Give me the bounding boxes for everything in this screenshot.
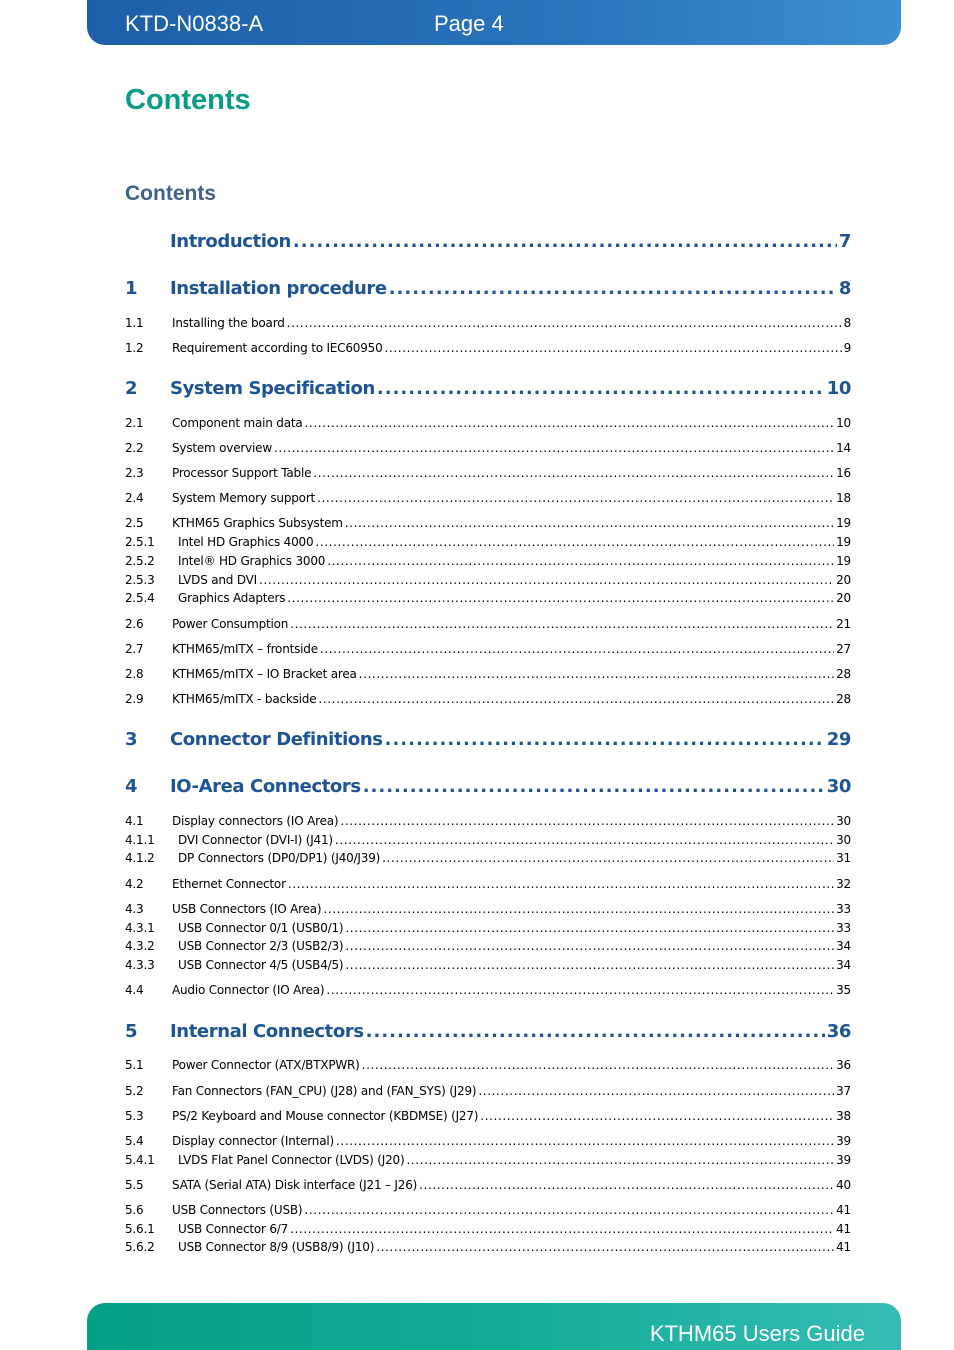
- toc-entry-page: 21: [836, 617, 851, 631]
- toc-entry[interactable]: [125, 833, 851, 847]
- toc-entry-leader: [327, 554, 834, 568]
- toc-entry-number: 2.8: [125, 667, 144, 681]
- toc-entry-title: Installing the board: [172, 316, 285, 330]
- toc-entry-page: 39: [836, 1134, 851, 1148]
- toc-entry-leader: [320, 642, 834, 656]
- toc-entry[interactable]: [125, 491, 851, 505]
- toc-entry-number: 4: [125, 776, 138, 797]
- toc-entry-number: 3: [125, 729, 138, 750]
- toc-entry-number: 2.5.1: [125, 535, 155, 549]
- toc-entry-page: 30: [826, 776, 851, 797]
- toc-entry-number: 5.6.1: [125, 1222, 155, 1236]
- toc-entry-number: 5.6: [125, 1203, 144, 1217]
- toc-entry-leader: [406, 1153, 834, 1167]
- toc-entry-page: 30: [836, 814, 851, 828]
- toc-entry-number: 4.4: [125, 983, 144, 997]
- toc-entry[interactable]: [125, 667, 851, 681]
- toc-entry-leader: [345, 516, 834, 530]
- toc-entry-page: 36: [836, 1058, 851, 1072]
- toc-entry-leader: [340, 814, 834, 828]
- toc-entry[interactable]: [125, 1109, 851, 1123]
- toc-entry-leader: [317, 491, 834, 505]
- toc-entry-page: 41: [836, 1222, 851, 1236]
- toc-entry[interactable]: [125, 877, 851, 891]
- toc-entry-title: KTHM65/mITX – frontside: [172, 642, 318, 656]
- toc-entry-page: 7: [838, 231, 851, 252]
- toc-entry-number: 5.4.1: [125, 1153, 155, 1167]
- toc-entry[interactable]: [125, 729, 851, 750]
- toc-entry-number: 2: [125, 378, 138, 399]
- toc-entry-number: 2.4: [125, 491, 144, 505]
- toc-entry-number: 2.5.3: [125, 573, 155, 587]
- toc-entry[interactable]: [125, 1021, 851, 1042]
- toc-entry-number: 5.3: [125, 1109, 144, 1123]
- toc-entry-page: 35: [836, 983, 851, 997]
- toc-entry-leader: [274, 441, 834, 455]
- toc-entry-title: Power Connector (ATX/BTXPWR): [172, 1058, 360, 1072]
- toc-entry[interactable]: [125, 1134, 851, 1148]
- header-banner: [87, 0, 901, 45]
- toc-entry-page: 36: [826, 1021, 851, 1042]
- toc-entry-leader: [366, 1021, 825, 1042]
- toc-entry-title: Installation procedure: [170, 278, 387, 299]
- toc-entry-title: Connector Definitions: [170, 729, 383, 750]
- toc-entry-page: 18: [836, 491, 851, 505]
- guide-title: KTHM65 Users Guide: [649, 1321, 865, 1346]
- toc-entry-leader: [359, 667, 834, 681]
- toc-entry-page: 8: [838, 278, 851, 299]
- toc-entry-leader: [305, 416, 835, 430]
- toc-entry-leader: [259, 573, 834, 587]
- toc-entry-page: 32: [836, 877, 851, 891]
- toc-entry-leader: [389, 278, 837, 299]
- toc-entry-title: Internal Connectors: [170, 1021, 364, 1042]
- toc-entry[interactable]: [125, 441, 851, 455]
- toc-entry-title: Processor Support Table: [172, 466, 312, 480]
- toc-entry[interactable]: [125, 851, 851, 865]
- toc-entry-title: Introduction: [170, 231, 291, 252]
- toc-entry-number: 4.1.2: [125, 851, 155, 865]
- toc-entry-title: USB Connector 2/3 (USB2/3): [178, 939, 344, 953]
- toc-entry[interactable]: [125, 617, 851, 631]
- toc-entry-title: Power Consumption: [172, 617, 289, 631]
- toc-entry[interactable]: [125, 516, 851, 530]
- toc-entry[interactable]: [125, 902, 851, 916]
- footer-banner: [87, 1303, 901, 1350]
- toc-entry[interactable]: [125, 1058, 851, 1072]
- toc-entry-title: USB Connector 4/5 (USB4/5): [178, 958, 344, 972]
- toc-entry-page: 34: [836, 958, 851, 972]
- toc-entry-title: IO-Area Connectors: [170, 776, 361, 797]
- toc-entry-number: 4.3: [125, 902, 144, 916]
- page-title: Contents: [125, 84, 251, 116]
- toc-entry-title: Intel® HD Graphics 3000: [178, 554, 326, 568]
- toc-entry-number: 1: [125, 278, 138, 299]
- toc-entry-title: DP Connectors (DP0/DP1) (J40/J39): [178, 851, 381, 865]
- toc-entry-page: 29: [826, 729, 851, 750]
- toc-entry-title: Fan Connectors (FAN_CPU) (J28) and (FAN_SYS) (J29): [172, 1084, 477, 1098]
- toc-entry-leader: [377, 378, 825, 399]
- toc-entry-page: 9: [843, 341, 851, 355]
- toc-entry-page: 27: [836, 642, 851, 656]
- toc-entry-title: USB Connector 8/9 (USB8/9) (J10): [178, 1240, 375, 1254]
- toc-entry-leader: [315, 535, 834, 549]
- toc-entry[interactable]: [125, 278, 851, 299]
- toc-entry-title: USB Connectors (USB): [172, 1203, 303, 1217]
- toc-entry-leader: [419, 1178, 834, 1192]
- toc-entry[interactable]: [125, 316, 851, 330]
- toc-entry-title: System Memory support: [172, 491, 316, 505]
- toc-entry-page: 19: [836, 554, 851, 568]
- toc-entry-leader: [287, 591, 834, 605]
- toc-entry[interactable]: [125, 1178, 851, 1192]
- toc-entry-leader: [345, 939, 834, 953]
- toc-entry-leader: [480, 1109, 834, 1123]
- toc-entry-title: KTHM65/mITX – IO Bracket area: [172, 667, 357, 681]
- toc-entry-title: USB Connectors (IO Area): [172, 902, 322, 916]
- toc-entry[interactable]: [125, 535, 851, 549]
- toc-entry-number: 4.1: [125, 814, 144, 828]
- toc-entry-leader: [335, 833, 834, 847]
- toc-entry-page: 41: [836, 1240, 851, 1254]
- toc-entry-title: Display connectors (IO Area): [172, 814, 339, 828]
- toc-entry-title: Requirement according to IEC60950: [172, 341, 383, 355]
- toc-entry[interactable]: [125, 591, 851, 605]
- toc-entry-number: 2.7: [125, 642, 144, 656]
- toc-entry-page: 33: [836, 902, 851, 916]
- toc-entry-leader: [313, 466, 834, 480]
- toc-entry-leader: [382, 851, 834, 865]
- toc-entry-page: 16: [836, 466, 851, 480]
- toc-entry-title: KTHM65/mITX - backside: [172, 692, 317, 706]
- toc-entry[interactable]: [125, 983, 851, 997]
- toc-entry-page: 33: [836, 921, 851, 935]
- toc-entry[interactable]: [125, 958, 851, 972]
- toc-entry-leader: [345, 921, 834, 935]
- toc-entry-title: Component main data: [172, 416, 303, 430]
- toc-entry-title: Intel HD Graphics 4000: [178, 535, 314, 549]
- toc-entry-leader: [363, 776, 825, 797]
- toc-entry[interactable]: [125, 466, 851, 480]
- toc-entry-leader: [290, 1222, 834, 1236]
- toc-entry[interactable]: [125, 921, 851, 935]
- toc-entry-leader: [478, 1084, 834, 1098]
- page-number: Page 4: [434, 11, 504, 36]
- toc-entry-page: 10: [836, 416, 851, 430]
- toc-entry-title: KTHM65 Graphics Subsystem: [172, 516, 343, 530]
- toc-entry-leader: [304, 1203, 834, 1217]
- toc-entry-number: 1.1: [125, 316, 144, 330]
- toc-entry-title: SATA (Serial ATA) Disk interface (J21 – J26): [172, 1178, 418, 1192]
- toc-entry-page: 31: [836, 851, 851, 865]
- toc-entry-title: Ethernet Connector: [172, 877, 286, 891]
- toc-entry-number: 5.1: [125, 1058, 144, 1072]
- toc-entry-leader: [345, 958, 834, 972]
- toc-entry[interactable]: [125, 692, 851, 706]
- toc-entry-leader: [326, 983, 834, 997]
- toc-entry-page: 37: [836, 1084, 851, 1098]
- toc-entry[interactable]: [125, 1203, 851, 1217]
- toc-entry-title: Audio Connector (IO Area): [172, 983, 325, 997]
- toc-entry-page: 39: [836, 1153, 851, 1167]
- toc-entry-page: 19: [836, 535, 851, 549]
- toc-entry-number: 5.5: [125, 1178, 144, 1192]
- toc-entry-page: 28: [836, 692, 851, 706]
- toc-entry-leader: [290, 617, 834, 631]
- toc-entry[interactable]: [125, 1153, 851, 1167]
- toc-entry-title: System Specification: [170, 378, 375, 399]
- toc-entry-title: USB Connector 0/1 (USB0/1): [178, 921, 344, 935]
- toc-entry-number: 2.9: [125, 692, 144, 706]
- toc-entry-page: 41: [836, 1203, 851, 1217]
- toc-entry-page: 40: [836, 1178, 851, 1192]
- toc-entry-title: LVDS and DVI: [178, 573, 258, 587]
- toc-entry-number: 5.4: [125, 1134, 144, 1148]
- toc-entry[interactable]: [125, 416, 851, 430]
- toc-entry-page: 8: [843, 316, 851, 330]
- toc-entry[interactable]: [125, 573, 851, 587]
- toc-entry[interactable]: [125, 341, 851, 355]
- toc-entry-title: LVDS Flat Panel Connector (LVDS) (J20): [178, 1153, 405, 1167]
- toc-entry[interactable]: [125, 776, 851, 797]
- toc-entry-number: 4.1.1: [125, 833, 155, 847]
- toc-entry[interactable]: [125, 1084, 851, 1098]
- toc-entry-title: System overview: [172, 441, 272, 455]
- toc-entry-leader: [293, 231, 837, 252]
- toc-entry-title: USB Connector 6/7: [178, 1222, 289, 1236]
- toc-entry-page: 38: [836, 1109, 851, 1123]
- toc-entry-number: 5: [125, 1021, 138, 1042]
- toc-entry-number: 2.6: [125, 617, 144, 631]
- toc-entry-leader: [288, 877, 834, 891]
- toc-entry-title: PS/2 Keyboard and Mouse connector (KBDMSE) (J27): [172, 1109, 479, 1123]
- toc-entry-number: 2.2: [125, 441, 144, 455]
- toc-entry[interactable]: [125, 1222, 851, 1236]
- toc-entry-title: Display connector (Internal): [172, 1134, 334, 1148]
- document-id: KTD-N0838-A: [125, 11, 264, 36]
- toc-entry[interactable]: [125, 939, 851, 953]
- toc-entry-number: 2.5.4: [125, 591, 155, 605]
- toc-entry-leader: [385, 729, 825, 750]
- toc-entry-number: 4.3.1: [125, 921, 155, 935]
- toc-title: Contents: [125, 182, 216, 205]
- toc-entry[interactable]: [125, 378, 851, 399]
- toc-entry-number: 2.1: [125, 416, 144, 430]
- toc-entry-page: 10: [826, 378, 851, 399]
- toc-entry-title: DVI Connector (DVI-I) (J41): [178, 833, 333, 847]
- toc-entry-leader: [323, 902, 834, 916]
- toc-entry-leader: [287, 316, 842, 330]
- toc-entry-page: 20: [836, 573, 851, 587]
- toc-entry-number: 1.2: [125, 341, 144, 355]
- toc-entry-number: 4.3.3: [125, 958, 155, 972]
- toc-entry-leader: [318, 692, 834, 706]
- toc-entry-title: Graphics Adapters: [178, 591, 286, 605]
- toc-entry-number: 2.5.2: [125, 554, 155, 568]
- toc-entry-number: 4.3.2: [125, 939, 155, 953]
- toc-entry-number: 2.5: [125, 516, 144, 530]
- toc-entry-page: 14: [836, 441, 851, 455]
- toc-entry-leader: [362, 1058, 834, 1072]
- toc-entry-number: 5.6.2: [125, 1240, 155, 1254]
- toc-entry-page: 30: [836, 833, 851, 847]
- toc-entry-page: 28: [836, 667, 851, 681]
- toc-entry[interactable]: [125, 231, 851, 252]
- toc-entry-number: 5.2: [125, 1084, 144, 1098]
- toc-entry[interactable]: [125, 554, 851, 568]
- toc-entry-number: 4.2: [125, 877, 144, 891]
- toc-entry-page: 19: [836, 516, 851, 530]
- toc-entry-number: 2.3: [125, 466, 144, 480]
- toc-entry[interactable]: [125, 814, 851, 828]
- toc-entry-leader: [336, 1134, 834, 1148]
- toc-entry-page: 20: [836, 591, 851, 605]
- toc-entry[interactable]: [125, 1240, 851, 1254]
- toc-entry-page: 34: [836, 939, 851, 953]
- toc-entry[interactable]: [125, 642, 851, 656]
- toc-entry-leader: [385, 341, 842, 355]
- toc-entry-leader: [376, 1240, 834, 1254]
